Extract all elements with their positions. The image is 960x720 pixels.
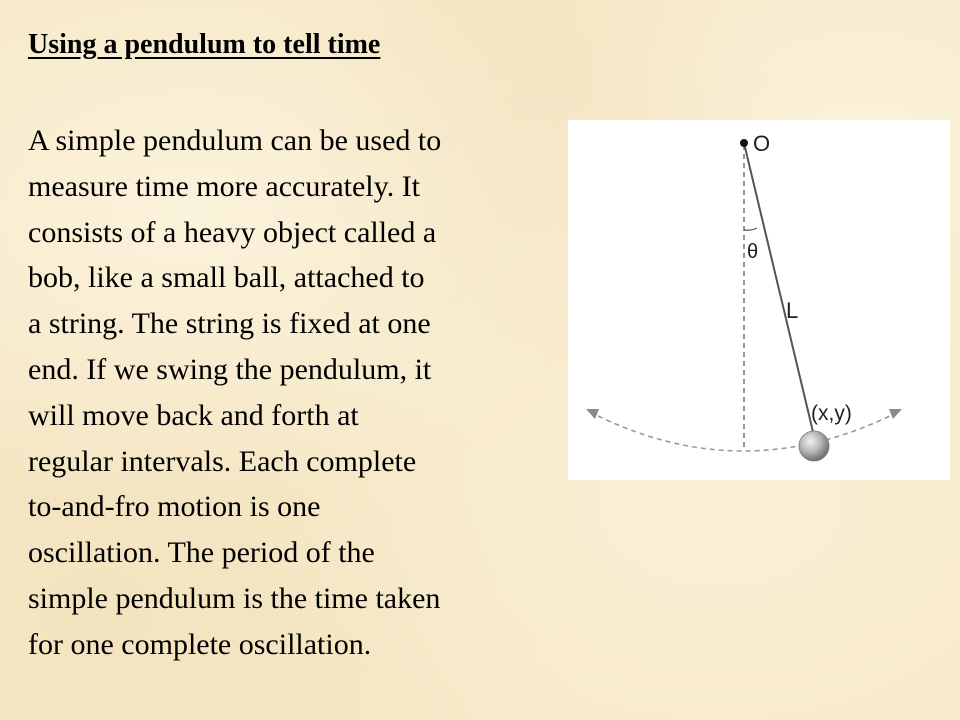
pendulum-diagram (568, 120, 950, 480)
bob-coordinates-label: (x,y) (811, 402, 852, 425)
body-line: will move back and forth at (28, 398, 359, 432)
body-line: consists of a heavy object called a (28, 215, 437, 249)
body-line: simple pendulum is the time taken (28, 581, 441, 615)
angle-arc (744, 228, 757, 230)
arc-arrow-left (586, 409, 599, 419)
pendulum-bob (799, 431, 829, 461)
pendulum-svg (568, 120, 950, 480)
body-line: to-and-fro motion is one (28, 490, 321, 524)
arc-arrow-right (889, 409, 902, 419)
body-line: regular intervals. Each complete (28, 444, 417, 478)
body-line: end. If we swing the pendulum, it (28, 352, 432, 386)
body-line: measure time more accurately. It (28, 169, 421, 203)
body-line: a string. The string is fixed at one (28, 307, 431, 341)
length-label: L (786, 298, 799, 323)
pivot-label: O (753, 131, 771, 156)
body-line: bob, like a small ball, attached to (28, 261, 425, 295)
body-line: A simple pendulum can be used to (28, 124, 442, 157)
angle-label: θ (747, 241, 759, 263)
body-line: oscillation. The period of the (28, 536, 375, 570)
body-line: for one complete oscillation. (28, 627, 372, 661)
slide-title: Using a pendulum to tell time (28, 29, 381, 60)
pendulum-string (744, 143, 814, 436)
slide-body-text (28, 118, 558, 668)
pivot-point (740, 139, 748, 147)
